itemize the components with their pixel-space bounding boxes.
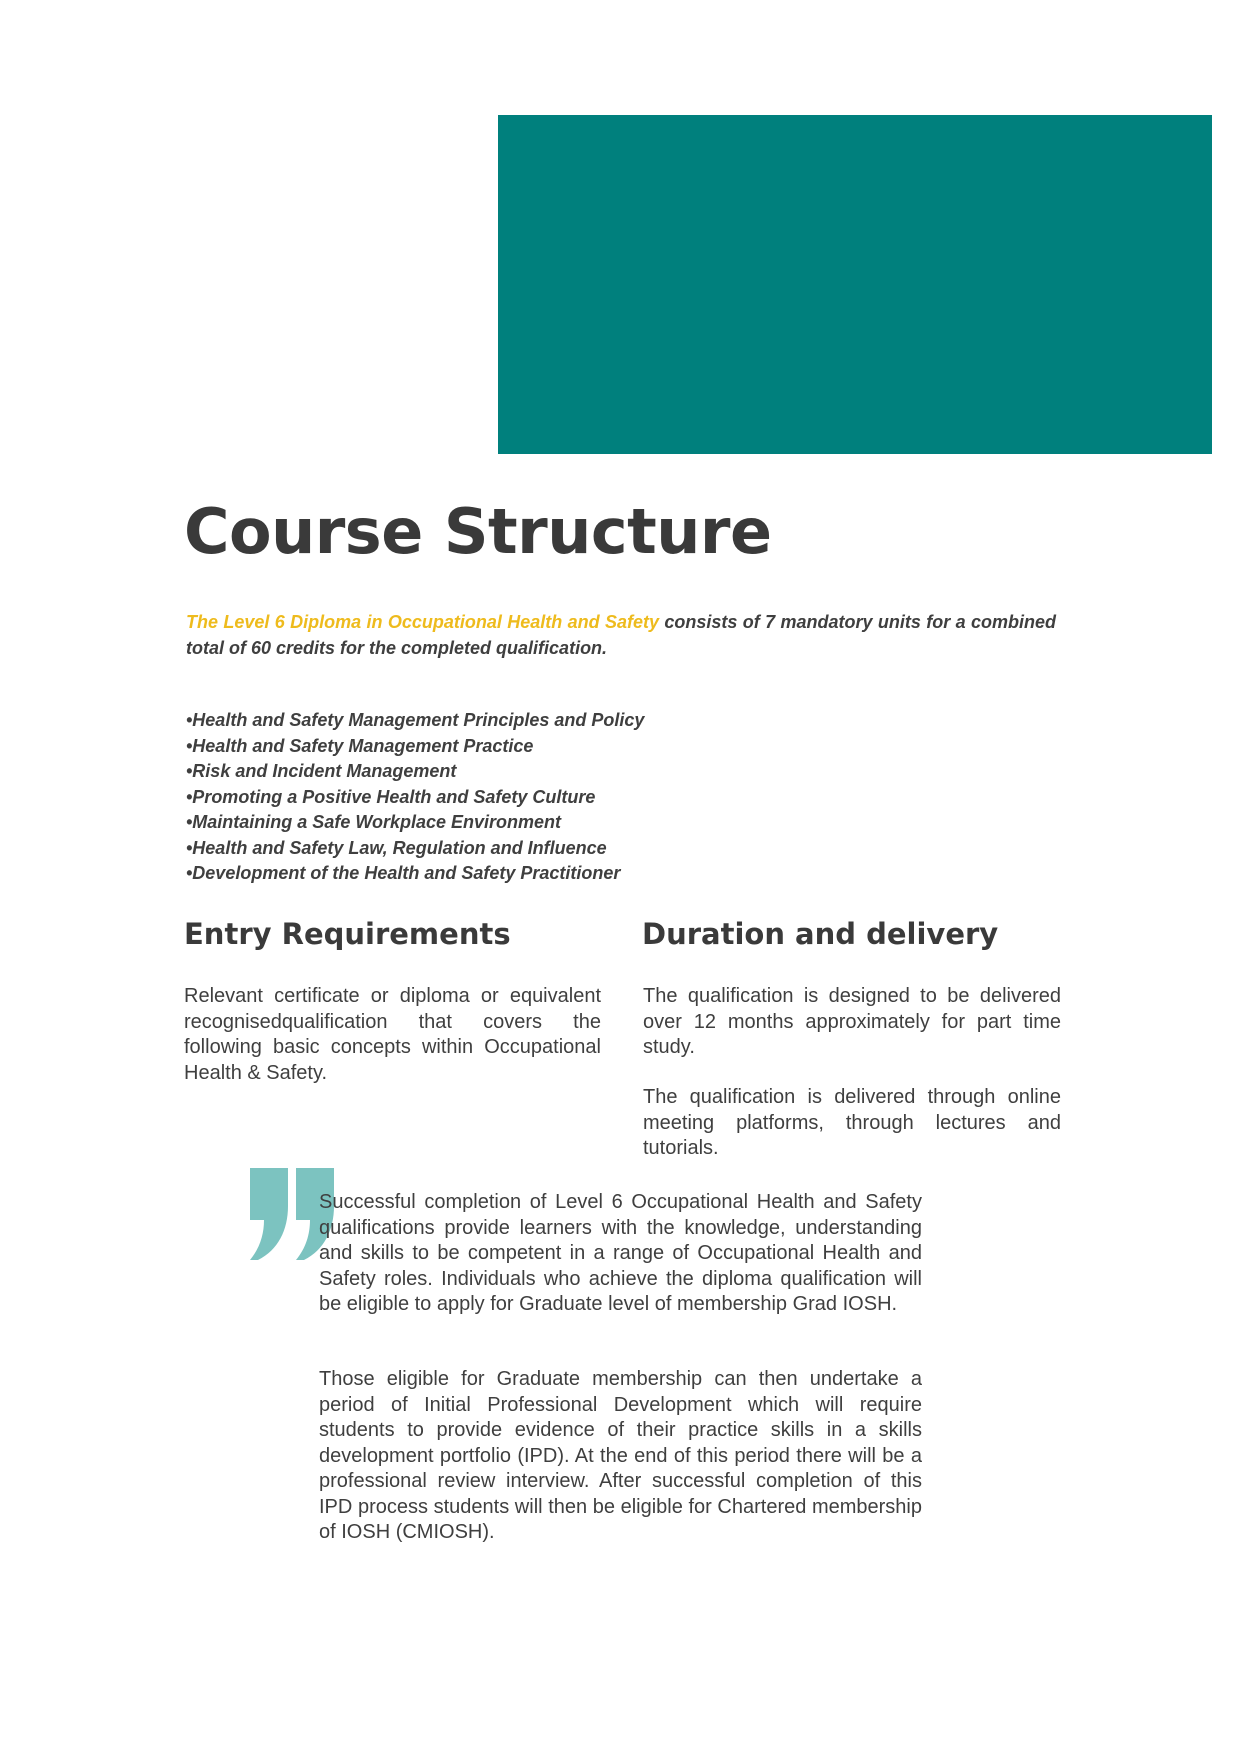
- course-intro: [186, 609, 1056, 661]
- duration-text: The qualification is designed to be delivered over 12 months approximately for part time study.: [643, 985, 1061, 1058]
- quote-paragraph: Those eligible for Graduate membership can then undertake a period of Initial Professional Development which will require students to provide evidence of their practice skills in a skills development portfolio (IPD). At the end of this period there will be a professional review interview. After successful completion of this IPD process students will then be eligible for Chartered membership of IOSH (CMIOSH).: [319, 1368, 922, 1543]
- entry-requirements-heading: Entry Requirements: [184, 917, 511, 951]
- intro-highlight: The Level 6 Diploma in Occupational Health and Safety: [186, 612, 660, 632]
- unit-item: •Health and Safety Management Practice: [186, 735, 534, 756]
- unit-item: •Risk and Incident Management: [186, 761, 457, 781]
- page-title: Course Structure: [184, 495, 772, 568]
- intro-rest: consists of 7 mandatory units for a combined total of 60 credits for the completed qualification.: [186, 612, 1056, 658]
- delivery-text: The qualification is delivered through online meeting platforms, through lectures and tutorials.: [643, 1086, 1061, 1159]
- duration-delivery-heading: Duration and delivery: [642, 917, 999, 951]
- unit-item: •Development of the Health and Safety Practitioner: [186, 863, 621, 883]
- teal-banner-block: [498, 115, 1212, 454]
- unit-item: •Promoting a Positive Health and Safety Culture: [186, 786, 596, 807]
- unit-list: [186, 708, 886, 887]
- unit-item: •Maintaining a Safe Workplace Environment: [186, 812, 562, 832]
- quote-paragraph: Successful completion of Level 6 Occupational Health and Safety qualifications provide learners with the knowledge, understanding and skills to be competent in a range of Occupational Health and Safety roles. Individuals who achieve the diploma qualification will be eligible to apply for Graduate level of membership Grad IOSH.: [319, 1191, 922, 1315]
- entry-requirements-text: Relevant certificate or diploma or equivalent recognisedqualification that covers the following basic concepts within Occupational Health & Safety.: [184, 985, 601, 1084]
- unit-item: •Health and Safety Management Principles and Policy: [186, 710, 645, 730]
- unit-item: •Health and Safety Law, Regulation and Influence: [186, 837, 607, 858]
